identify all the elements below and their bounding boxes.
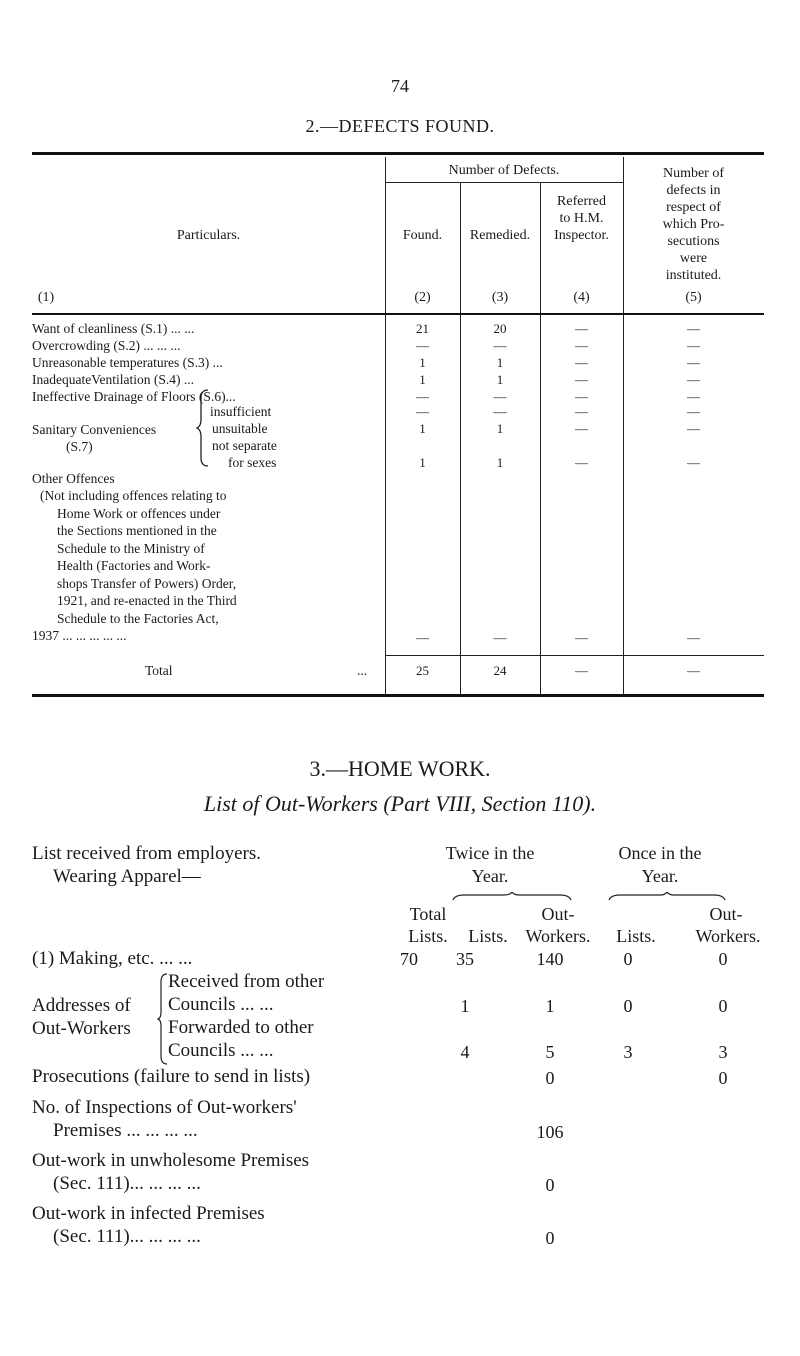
other-found: — — [416, 630, 429, 645]
total-label: Total — [145, 663, 173, 678]
unwholesome-section: (Sec. 111)... ... ... ... — [53, 1173, 201, 1194]
col-once-workers: Workers. — [695, 926, 761, 946]
total-found: 25 — [416, 663, 429, 678]
col-header-found: Found. — [402, 228, 443, 243]
once-brace — [608, 892, 726, 902]
sanitary-sub-remedied: 1 — [496, 421, 504, 436]
making-label: (1) Making, etc. ... ... — [32, 948, 193, 969]
sanitary-sub-remedied: — — [493, 404, 507, 419]
other-offences-line: Schedule to the Factories Act, — [57, 610, 219, 626]
defect-row-label: Overcrowding (S.2) ... ... ... — [32, 338, 181, 353]
col-divider-3 — [540, 183, 541, 695]
defect-row-referred: — — [575, 389, 588, 404]
total-dots: ... — [357, 663, 368, 678]
sanitary-brace — [196, 388, 210, 468]
unwholesome-value: 0 — [545, 1175, 555, 1195]
addresses-label: Addresses of — [32, 995, 131, 1016]
making-total: 70 — [400, 949, 418, 969]
other-offences-line: (Not including offences relating to — [40, 488, 227, 503]
defect-row-found: 1 — [419, 355, 426, 370]
defect-row-found: — — [416, 389, 429, 404]
forwarded-councils: Councils ... ... — [168, 1040, 274, 1061]
other-offences-title: Other Offences — [32, 471, 115, 486]
sanitary-sub-referred: — — [575, 455, 588, 470]
col-header-prosecutions: Number of defects in respect of which Pro- secutions were instituted. — [662, 166, 725, 283]
defect-row-label: InadequateVentilation (S.4) ... — [32, 372, 194, 387]
sanitary-sub-label: for sexes — [228, 455, 277, 470]
sanitary-sub-found: — — [416, 404, 429, 419]
once-header: Once in the — [618, 843, 702, 863]
col-number-3: (3) — [491, 290, 509, 305]
defect-row-label: Unreasonable temperatures (S.3) ... — [32, 355, 223, 370]
defect-row-remedied: — — [493, 338, 507, 353]
defect-row-found: 21 — [416, 321, 429, 336]
group-header-rule — [385, 182, 623, 183]
sanitary-sub-prosecutions: — — [687, 421, 700, 436]
twice-brace — [452, 892, 572, 902]
received-once-workers: 0 — [718, 996, 728, 1016]
other-offences-line: 1937 ... ... ... ... ... — [32, 628, 127, 643]
col-header-particulars: Particulars. — [176, 228, 241, 243]
out-workers-label: Out-Workers — [32, 1018, 131, 1039]
defect-row-prosecutions: — — [687, 372, 700, 387]
defect-row-prosecutions: — — [687, 389, 700, 404]
col-header-remedied: Remedied. — [469, 228, 531, 243]
total-rule — [385, 655, 764, 656]
sanitary-label: Sanitary Conveniences — [32, 422, 157, 437]
total-remedied: 24 — [493, 663, 507, 678]
defect-row-referred: — — [575, 321, 588, 336]
prosecutions-once-workers: 0 — [718, 1068, 728, 1088]
sanitary-sub-prosecutions: — — [687, 404, 700, 419]
sanitary-sub-label: insufficient — [210, 404, 272, 419]
defect-row-found: — — [416, 338, 429, 353]
header-bottom-rule — [32, 313, 764, 315]
defect-row-referred: — — [575, 355, 588, 370]
received-label: Received from other — [168, 971, 325, 992]
table-top-rule — [32, 152, 764, 155]
received-twice-workers: 1 — [545, 996, 555, 1016]
other-offences-line: shops Transfer of Powers) Order, — [57, 575, 237, 591]
sanitary-sub-referred: — — [575, 421, 588, 436]
twice-year: Year. — [471, 866, 509, 886]
inspections-value: 106 — [536, 1122, 564, 1142]
total-prosecutions: — — [687, 663, 700, 678]
inspections-label: No. of Inspections of Out-workers' — [32, 1097, 297, 1118]
col-once-lists: Lists. — [616, 926, 656, 946]
col-number-2: (2) — [414, 290, 431, 305]
sanitary-sub-found: 1 — [419, 421, 426, 436]
total-referred: — — [575, 663, 588, 678]
received-councils: Councils ... ... — [168, 994, 274, 1015]
section-heading-home-work: 3.—HOME WORK. — [309, 756, 491, 781]
prosecutions-twice-workers: 0 — [545, 1068, 555, 1088]
defect-row-remedied: — — [493, 389, 507, 404]
col-number-5: (5) — [685, 290, 702, 305]
defect-row-label: Ineffective Drainage of Floors (S.6)... — [32, 389, 236, 404]
defect-row-remedied: 20 — [493, 321, 507, 336]
sanitary-sub-found: 1 — [419, 455, 426, 470]
other-remedied: — — [493, 630, 507, 645]
defect-row-found: 1 — [419, 372, 426, 387]
infected-section: (Sec. 111)... ... ... ... — [53, 1226, 201, 1247]
col-twice-workers: Workers. — [525, 926, 591, 946]
defect-row-referred: — — [575, 338, 588, 353]
twice-header: Twice in the — [445, 843, 535, 863]
sanitary-sub-label: unsuitable — [212, 421, 268, 436]
forwarded-twice-lists: 4 — [460, 1042, 470, 1062]
other-prosecutions: — — [687, 630, 700, 645]
forwarded-once-workers: 3 — [718, 1042, 728, 1062]
making-once-lists: 0 — [623, 949, 633, 969]
inspections-premises: Premises ... ... ... ... — [53, 1120, 198, 1141]
sanitary-sub-remedied: 1 — [496, 455, 504, 470]
table-bottom-rule — [32, 694, 764, 697]
once-year: Year. — [641, 866, 679, 886]
prosecutions-label: Prosecutions (failure to send in lists) — [32, 1066, 311, 1087]
defect-row-remedied: 1 — [496, 372, 504, 387]
sanitary-sub-prosecutions: — — [687, 455, 700, 470]
wearing-apparel-label: Wearing Apparel— — [53, 866, 201, 887]
col-twice-lists: Lists. — [468, 926, 508, 946]
received-twice-lists: 1 — [460, 996, 470, 1016]
col-once-out: Out- — [709, 904, 743, 924]
col-twice-out: Out- — [541, 904, 575, 924]
sanitary-sub-referred: — — [575, 404, 588, 419]
col-number-4: (4) — [573, 290, 590, 305]
forwarded-label: Forwarded to other — [168, 1017, 314, 1038]
col-number-1: (1) — [37, 290, 55, 305]
making-twice-workers: 140 — [536, 949, 564, 969]
col-total-lists: Lists. — [408, 926, 448, 946]
defect-row-prosecutions: — — [687, 338, 700, 353]
sanitary-section: (S.7) — [66, 439, 93, 454]
col-divider-2 — [460, 183, 461, 695]
forwarded-twice-workers: 5 — [545, 1042, 555, 1062]
making-once-workers: 0 — [718, 949, 728, 969]
defect-row-remedied: 1 — [496, 355, 504, 370]
infected-value: 0 — [545, 1228, 555, 1248]
unwholesome-label: Out-work in unwholesome Premises — [32, 1150, 310, 1171]
making-twice-lists: 35 — [456, 949, 474, 969]
other-referred: — — [575, 630, 588, 645]
col-header-referred: Referred to H.M. Inspector. — [554, 194, 609, 243]
received-once-lists: 0 — [623, 996, 633, 1016]
sanitary-sub-label: not separate — [212, 438, 277, 453]
defect-row-prosecutions: — — [687, 321, 700, 336]
group-header: Number of Defects. — [448, 163, 560, 178]
forwarded-once-lists: 3 — [623, 1042, 633, 1062]
other-offences-line: Health (Factories and Work- — [57, 558, 211, 573]
other-offences-line: 1921, and re-enacted in the Third — [57, 593, 237, 608]
infected-label: Out-work in infected Premises — [32, 1203, 265, 1224]
col-total: Total — [409, 904, 447, 924]
other-offences-line: Home Work or offences under — [57, 505, 221, 521]
defect-row-referred: — — [575, 372, 588, 387]
other-offences-line: the Sections mentioned in the — [57, 523, 217, 538]
other-offences-line: Schedule to the Ministry of — [57, 540, 205, 556]
section-heading-defects: 2.—DEFECTS FOUND. — [305, 116, 495, 136]
list-received-label: List received from employers. — [32, 843, 261, 864]
home-work-subheading: List of Out-Workers (Part VIII, Section 110). — [203, 791, 597, 816]
defect-row-label: Want of cleanliness (S.1) ... ... — [32, 321, 195, 336]
defect-row-prosecutions: — — [687, 355, 700, 370]
page-number: 74 — [391, 76, 409, 96]
